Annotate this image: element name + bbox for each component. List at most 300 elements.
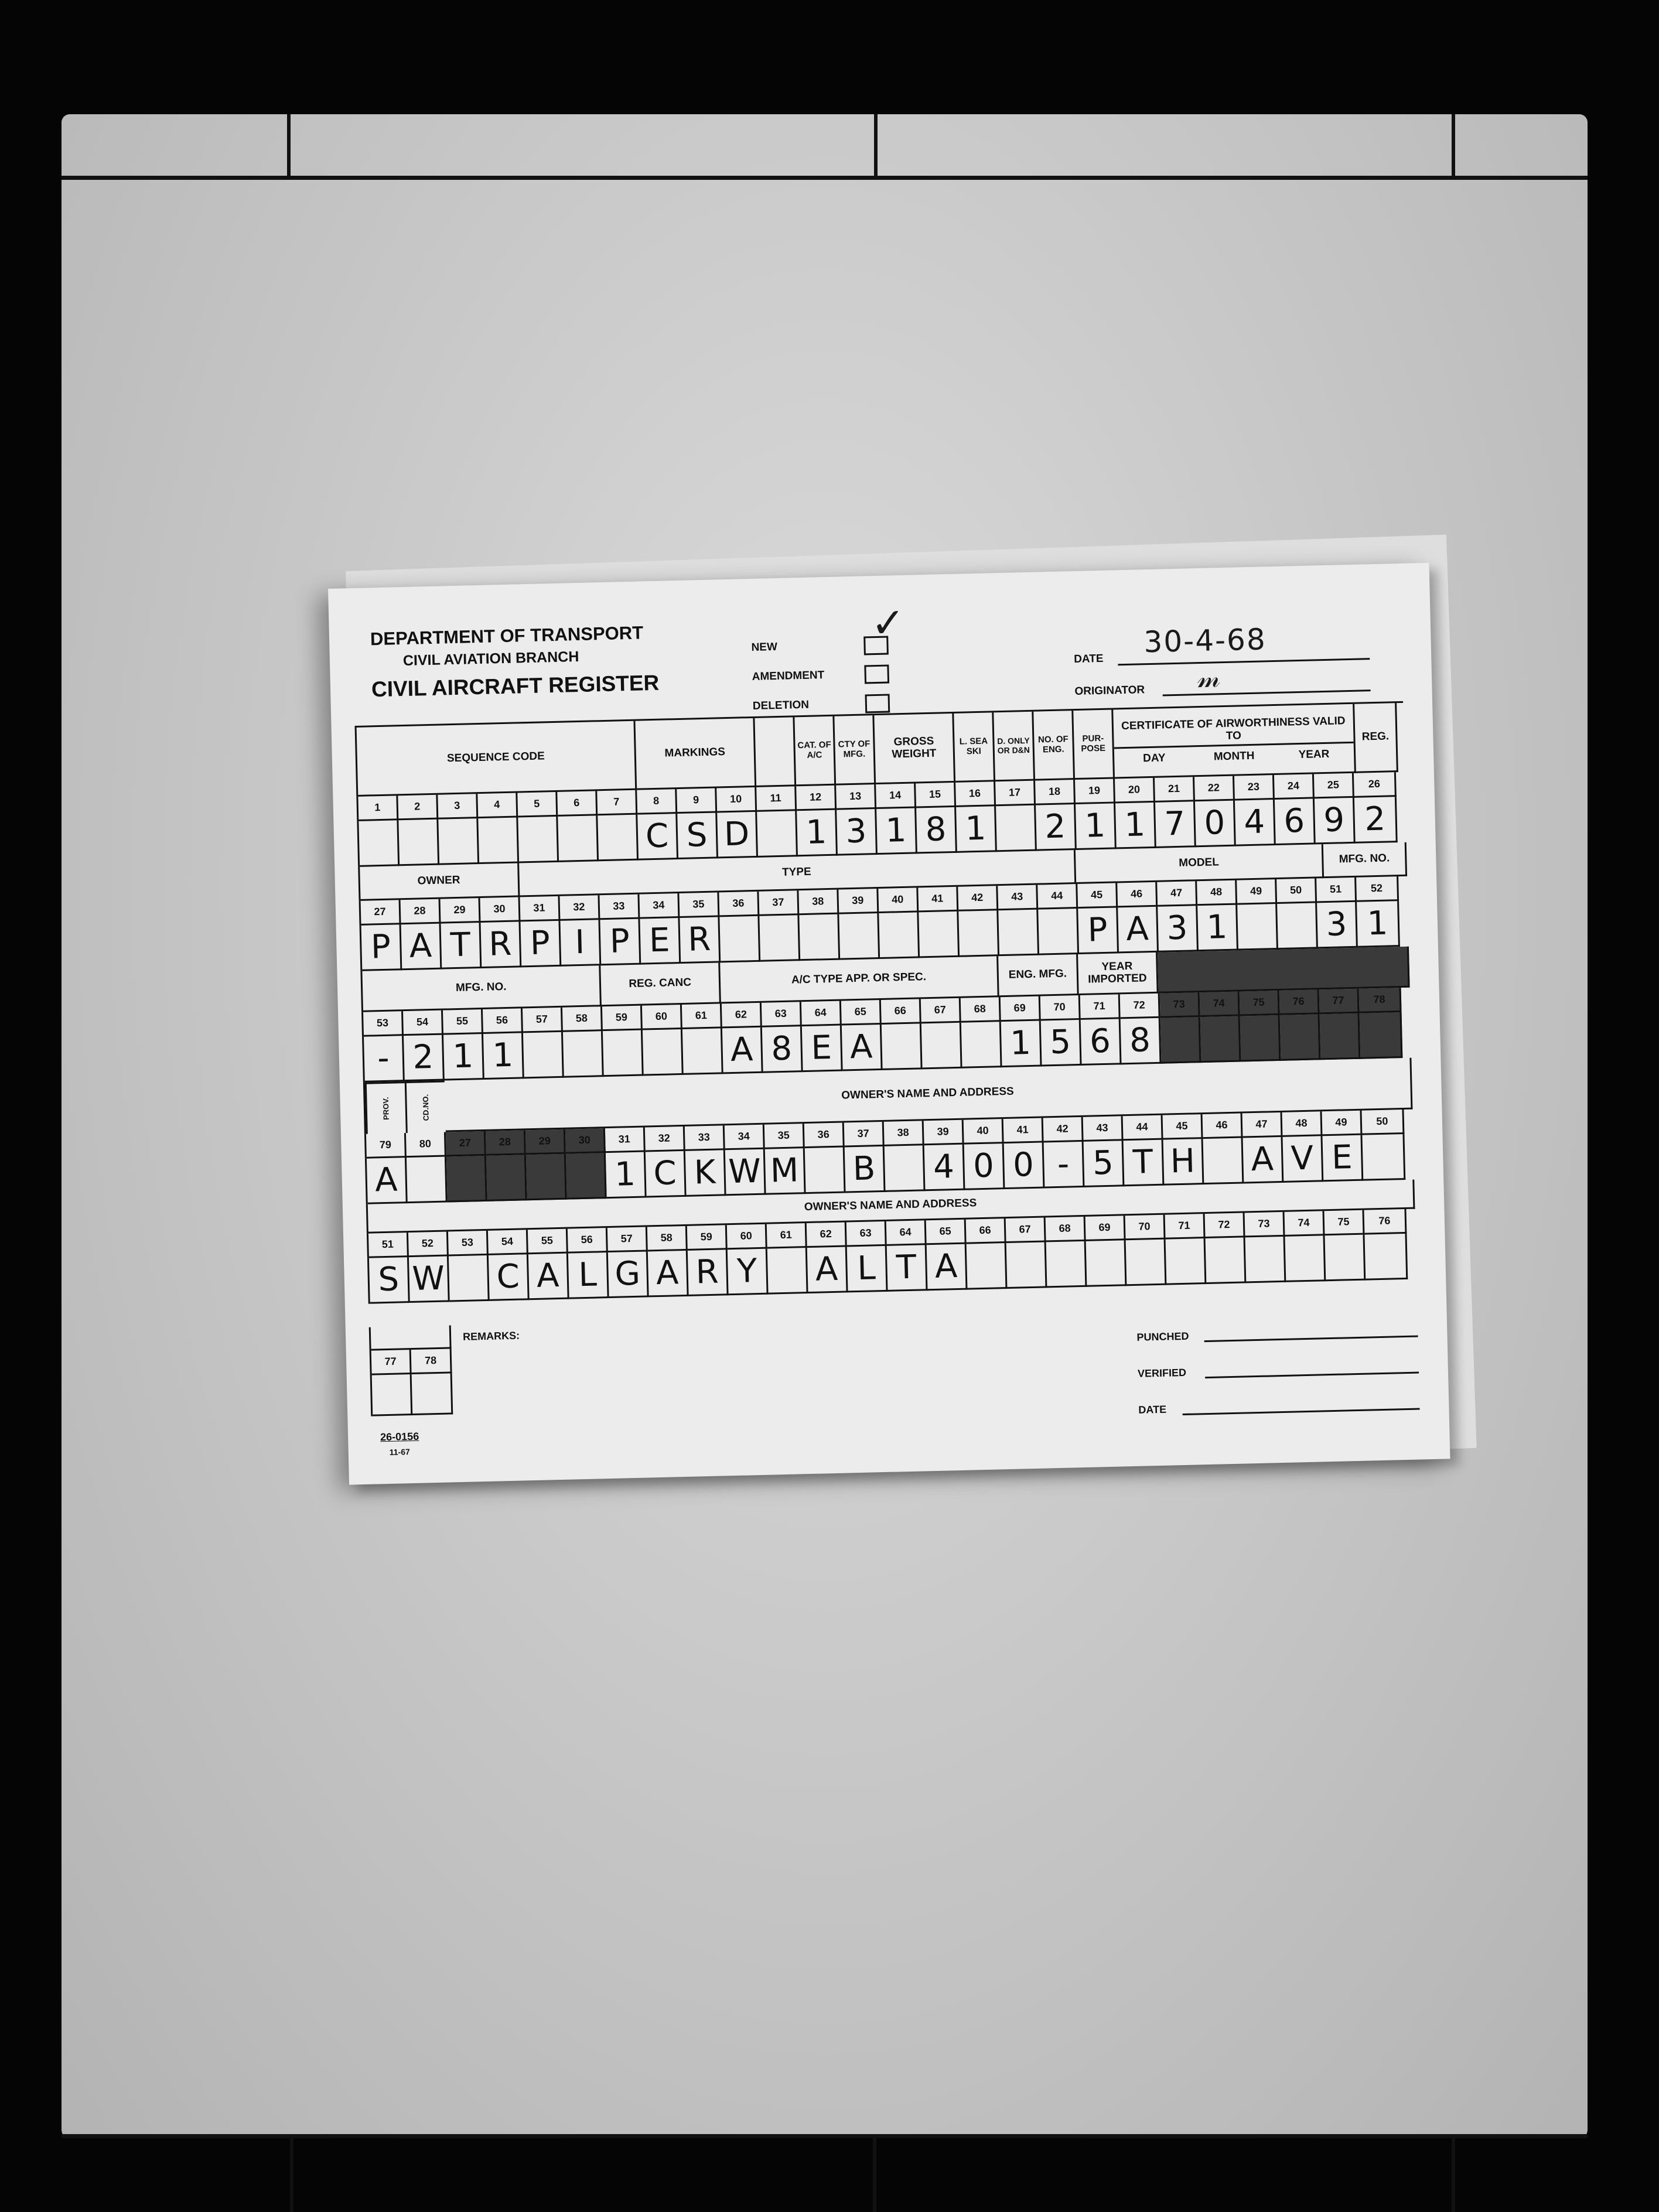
row3-input-cell[interactable] [1160,1017,1201,1064]
row1-input-cell[interactable] [598,815,639,862]
row4-col-number: 37 [844,1122,885,1148]
row1-col-number: 6 [557,791,598,817]
airworthiness-header [1113,704,1356,779]
row2-input-cell[interactable] [919,912,960,958]
row2-col-number: 52 [1356,876,1399,902]
deletion-label: DELETION [752,698,810,712]
eng-mfg-header: ENG. MFG. [998,954,1078,997]
row5-col-number: 73 [1245,1212,1285,1238]
row5-col-number: 58 [647,1226,688,1252]
row1-input-cell[interactable] [478,817,519,864]
row5-input-cell[interactable]: A [648,1251,689,1298]
row4-input-cell[interactable]: 0 [964,1143,1005,1190]
row1-input-cell[interactable] [438,818,479,865]
row3-col-number: 54 [403,1011,443,1036]
row3-input-cell[interactable]: 1 [1001,1021,1042,1068]
row2-input-cell[interactable]: 1 [1197,905,1238,952]
row6-inputs [372,1373,455,1416]
frame-divider-4 [290,2138,293,2212]
row1-col-number: 17 [995,781,1036,807]
row4-input-cell[interactable] [526,1154,567,1201]
markings-header: MARKINGS [635,718,756,790]
row5-col-number: 72 [1205,1213,1245,1238]
row2-input-cell[interactable]: 3 [1158,906,1199,953]
row4-input-cell[interactable]: 0 [1004,1142,1045,1189]
row3-input-cell[interactable]: A [722,1028,763,1074]
row4-col-number: 36 [804,1123,845,1149]
deletion-checkbox[interactable] [865,694,890,713]
row1-col-number: 3 [438,794,478,820]
row5-input-cell[interactable]: S [369,1257,410,1304]
row2-col-number: 32 [559,895,600,921]
row1-col-number: 20 [1115,778,1155,804]
row1-input-cell[interactable]: 9 [1315,798,1356,845]
row4-input-cell[interactable]: M [765,1148,806,1195]
row5-col-number: 75 [1324,1210,1364,1236]
row4-col-number: 47 [1242,1112,1283,1138]
row1-col-number: 25 [1314,773,1354,799]
row4-input-cell[interactable]: W [725,1149,766,1196]
frame-divider-5 [873,2138,876,2212]
row4-col-number: 48 [1282,1111,1323,1137]
row2-input-cell[interactable] [1277,903,1318,950]
row3-col-number: 78 [1359,988,1402,1013]
row2-col-number: 48 [1197,880,1237,906]
row5-input-cell[interactable] [1285,1235,1326,1282]
row5-input-cell[interactable] [1006,1242,1047,1289]
row4-col-number: 40 [964,1119,1004,1145]
gross-weight-header: GROSS WEIGHT [874,714,955,784]
new-checkmark-icon: ✓ [870,598,907,648]
row2-input-cell[interactable]: P [600,919,641,966]
mfg-no-header: MFG. NO. [1323,842,1407,878]
row2-input-cell[interactable] [839,913,880,960]
amendment-label: AMENDMENT [752,669,825,683]
row1-col-number: 5 [517,792,558,818]
row3-col-number: 68 [961,997,1001,1023]
frame-divider-2 [874,114,878,179]
row3-input-cell[interactable] [563,1031,604,1078]
row5-col-number: 52 [408,1231,449,1257]
row5-input-cell[interactable]: R [688,1250,729,1296]
row5-col-number: 61 [767,1223,807,1249]
form-edition: 11-67 [389,1447,410,1457]
airworthiness-title: CERTIFICATE OF AIRWORTHINESS VALID TO [1114,715,1354,749]
row2-input-cell[interactable]: 3 [1317,902,1358,949]
row5-col-number: 71 [1165,1214,1206,1240]
row2-input-cell[interactable] [1038,909,1079,955]
row1-input-cell[interactable] [757,811,798,858]
row3-col-number: 77 [1319,989,1360,1015]
row4-input-cell[interactable] [446,1156,487,1203]
row4-input-cell[interactable] [885,1145,926,1192]
row3-input-cell[interactable] [961,1022,1002,1069]
row5-col-number: 56 [568,1228,608,1254]
row1-col-number: 13 [836,784,876,810]
verified-line [1205,1372,1419,1379]
originator-label: ORIGINATOR [1074,684,1145,698]
frame-divider-6 [1452,2138,1455,2212]
row2-col-number: 47 [1157,881,1197,907]
row5-input-cell[interactable]: T [887,1245,928,1292]
row1-input-cell[interactable]: 1 [956,806,997,853]
bottom-frame-rule [62,2134,1588,2138]
date2-label: DATE [1138,1403,1167,1416]
row2-input-cell[interactable]: R [680,917,721,964]
reg-canc-header: REG. CANC [601,962,721,1006]
row1-input-cell[interactable]: C [637,814,678,861]
row4-input-cell[interactable]: V [1283,1136,1324,1183]
row4-col-number: 79 [366,1133,407,1159]
row3-input-cell[interactable]: E [802,1026,843,1073]
row1-input-cell[interactable]: 1 [876,808,917,855]
row3-col-number: 64 [801,1001,842,1027]
row1-input-cell[interactable]: 3 [837,809,878,856]
row5-input-cell[interactable]: G [608,1251,649,1298]
row5-col-number: 66 [966,1218,1006,1244]
date-label: DATE [1073,652,1104,666]
row2-input-cell[interactable]: I [560,920,601,967]
row3-input-cell[interactable]: 5 [1041,1020,1082,1067]
row4-input-cell[interactable]: - [1044,1142,1085,1189]
row5-input-cell[interactable] [1166,1238,1207,1285]
row1-input-cell[interactable]: 0 [1195,801,1236,848]
frame-divider-3 [1452,114,1455,179]
row5-input-cell[interactable] [1325,1235,1366,1282]
row1-col-number: 16 [955,781,996,807]
row3-col-number: 67 [921,998,961,1024]
row5-col-number: 59 [687,1225,728,1251]
row4-col-number: 27 [446,1131,486,1157]
year-imported-header: YEAR IMPORTED [1078,953,1158,995]
row4-col-number: 46 [1203,1113,1243,1139]
row1-col-number: 12 [796,786,837,811]
row5-col-number: 74 [1285,1211,1325,1237]
row1-col-number: 19 [1075,779,1115,804]
row5-col-number: 63 [846,1221,887,1247]
row3-col-number: 58 [562,1006,603,1032]
punched-label: PUNCHED [1136,1330,1189,1343]
row4-input-cell[interactable] [805,1147,846,1194]
row5-col-number: 54 [488,1230,528,1255]
row1-input-cell[interactable]: 1 [1076,803,1117,850]
row3-input-cell[interactable]: 1 [483,1033,524,1080]
branch-heading: CIVIL AVIATION BRANCH [402,648,579,670]
row2-input-cell[interactable]: P [1078,907,1119,954]
row3-input-cell[interactable] [882,1023,923,1070]
row1-col-number: 1 [358,796,398,821]
row1-col-number: 22 [1194,776,1235,802]
shaded-block [1158,947,1410,994]
new-label: NEW [751,640,778,654]
row2-input-cell[interactable] [759,915,800,962]
row2-input-cell[interactable]: T [441,923,482,970]
airworthiness-sub [1114,748,1354,766]
punched-line [1204,1336,1418,1343]
row3-input-cell[interactable] [603,1030,644,1077]
row4-input-cell[interactable] [1203,1138,1244,1184]
row1-input-cell[interactable] [558,815,599,862]
row3-col-number: 56 [483,1008,523,1034]
row1-col-number: 15 [916,783,956,808]
row3-col-number: 61 [682,1003,722,1029]
row2-col-number: 29 [441,898,481,924]
row1-input-cell[interactable] [518,817,559,863]
row2-col-number: 41 [918,887,958,913]
row5-input-cell[interactable]: L [847,1246,888,1293]
row5-input-cell[interactable]: Y [728,1249,769,1296]
row4-input-cell[interactable]: A [1243,1137,1284,1184]
dn-header: D. ONLY OR D&N [994,712,1035,782]
blank-header [755,717,796,787]
row3-input-cell[interactable]: - [364,1036,405,1083]
row4-input-cell[interactable]: C [646,1151,687,1198]
row4-col-number: 49 [1322,1111,1362,1136]
day-header: DAY [1142,752,1166,765]
row2-col-number: 46 [1117,882,1158,908]
row5-input-cell[interactable] [1126,1240,1167,1286]
row4-col-number: 35 [764,1124,805,1149]
row5-input-cell[interactable] [449,1255,490,1302]
row2-col-number: 50 [1276,878,1317,904]
row2-col-number: 38 [798,890,839,916]
row3-input-cell[interactable]: 6 [1081,1019,1122,1066]
row5-col-number: 53 [448,1231,489,1257]
row3-input-cell[interactable] [682,1028,723,1075]
row4-col-number: 31 [605,1128,646,1153]
row2-input-cell[interactable]: P [361,924,402,971]
row5-input-cell[interactable]: W [409,1256,450,1303]
row4-input-cell[interactable] [407,1157,448,1204]
year-header: YEAR [1298,748,1330,762]
row4-input-cell[interactable]: A [367,1158,408,1204]
row2-col-number: 36 [719,892,759,917]
row5-col-number: 57 [607,1227,648,1252]
owner-name-header-2: OWNER'S NAME AND ADDRESS [368,1180,1415,1234]
row2-col-number: 40 [878,887,919,913]
row2-col-number: 35 [679,892,719,918]
row1-col-number: 7 [597,790,637,816]
row3-col-number: 55 [443,1009,483,1035]
row2-col-number: 27 [361,900,401,926]
row6-col-number: 77 [371,1350,412,1375]
row5-input-cell[interactable] [1046,1241,1087,1288]
verified-label: VERIFIED [1137,1366,1187,1380]
row5-col-number: 55 [528,1229,568,1255]
row4-col-number: 32 [645,1127,685,1152]
department-heading: DEPARTMENT OF TRANSPORT [370,622,644,650]
remarks-block [369,1325,455,1416]
row5-input-cell[interactable]: C [489,1254,530,1301]
row6-numbers [371,1349,454,1375]
row3-input-cell[interactable]: 8 [1121,1018,1162,1065]
type-header: TYPE [519,850,1077,897]
row1-col-number: 4 [477,793,518,818]
row2-col-number: 30 [480,897,521,923]
row4-input-cell[interactable]: E [1322,1135,1363,1182]
row2-input-cell[interactable]: A [1118,907,1159,954]
row1-col-number: 23 [1234,775,1275,801]
row3-input-cell[interactable] [1280,1014,1321,1061]
row3-input-cell[interactable] [1320,1013,1361,1060]
row1-input-cell[interactable] [996,805,1037,852]
row2-input-cell[interactable]: R [481,921,522,968]
row5-col-number: 76 [1364,1209,1407,1235]
row5-col-number: 60 [727,1224,767,1250]
row3-input-cell[interactable]: 8 [762,1026,803,1073]
row4-input-cell[interactable]: T [1124,1140,1165,1187]
owner-header: OWNER [360,863,520,900]
row5-col-number: 62 [807,1222,847,1248]
row4-col-number: 80 [406,1132,446,1158]
row5-col-number: 67 [1006,1217,1046,1243]
mfg-no-header-2: MFG. NO. [362,965,602,1012]
row1-input-cell[interactable]: 6 [1275,798,1316,845]
row6-spacer [371,1325,453,1350]
row4-input-cell[interactable] [566,1153,607,1200]
row3-input-cell[interactable]: 2 [404,1035,445,1082]
row1-col-number: 11 [756,786,797,812]
row3-col-number: 76 [1279,989,1320,1015]
row2-input-cell[interactable] [799,914,840,961]
row2-input-cell[interactable]: P [520,921,561,968]
prov-header: PROV. [365,1081,406,1134]
row2-input-cell[interactable] [879,912,920,959]
row4-col-number: 38 [884,1121,924,1146]
row4-input-cell[interactable]: 4 [924,1145,965,1192]
row1-col-number: 24 [1274,774,1315,800]
row1-input-cell[interactable]: 1 [797,810,838,857]
row1-input-cell[interactable] [398,820,439,866]
cdno-header: CD.NO. [405,1081,446,1134]
date2-line [1183,1408,1420,1415]
row3-col-number: 72 [1120,994,1160,1019]
row4-col-number: 44 [1123,1115,1163,1141]
purpose-header: PUR-POSE [1073,709,1115,780]
originator-signature: 𝓂 [1197,661,1222,694]
row4-input-cell[interactable]: 1 [606,1152,647,1199]
row1-input-cell[interactable] [359,820,400,867]
row2-input-cell[interactable] [719,916,760,963]
row1-input-cell[interactable]: 4 [1235,800,1276,846]
amendment-checkbox[interactable] [864,664,889,684]
row3-input-cell[interactable] [1360,1012,1403,1059]
row2-col-number: 42 [958,886,998,912]
register-card [328,563,1450,1485]
row2-col-number: 51 [1316,878,1357,903]
row5-input-cell[interactable] [1086,1240,1127,1287]
row2-col-number: 31 [520,896,560,922]
row3-col-number: 66 [881,999,921,1025]
model-header: MODEL [1076,844,1325,884]
row2-input-cell[interactable]: E [640,918,681,965]
row5-input-cell[interactable] [767,1248,808,1295]
row3-input-cell[interactable] [523,1032,564,1079]
row4-input-cell[interactable] [1362,1134,1405,1181]
row5-input-cell[interactable] [1206,1237,1247,1284]
row5-col-number: 68 [1046,1217,1086,1242]
row1-input-cell[interactable]: 1 [1115,803,1156,849]
row1-col-number: 21 [1155,777,1195,803]
originator-line [1163,689,1371,696]
row4-input-cell[interactable]: K [685,1150,726,1197]
row1-col-number: 18 [1035,780,1076,805]
row1-col-number: 8 [637,789,677,815]
owner-name-header: OWNER'S NAME AND ADDRESS [445,1058,1413,1132]
row5-input-cell[interactable] [1245,1237,1286,1283]
row1-input-cell[interactable]: D [717,812,758,859]
row4-col-number: 30 [565,1128,606,1154]
row2-col-number: 34 [639,893,680,919]
row2-input-cell[interactable] [958,910,999,957]
row3-col-number: 73 [1160,992,1200,1018]
row1-col-number: 2 [398,795,438,821]
row5-input-cell[interactable] [1364,1234,1408,1281]
row5-input-cell[interactable] [967,1243,1008,1290]
row3-col-number: 53 [363,1011,404,1037]
row3-col-number: 62 [722,1003,762,1029]
row2-col-number: 37 [759,890,799,916]
date-line [1118,658,1370,665]
row1-col-number: 14 [876,783,916,809]
row5-input-cell[interactable]: A [927,1244,968,1291]
row4-col-number: 45 [1163,1114,1203,1140]
row1-input-cell[interactable]: 7 [1155,801,1196,848]
row3-col-number: 71 [1080,994,1121,1020]
ac-type-header: A/C TYPE APP. OR SPEC. [720,956,999,1003]
remarks-label: REMARKS: [462,1329,520,1343]
row3-input-cell[interactable] [1200,1016,1241,1063]
row4-input-cell[interactable]: H [1163,1139,1204,1186]
row4-input-cell[interactable]: 5 [1084,1141,1125,1187]
row1-col-number: 10 [716,787,757,813]
row1-input-cell[interactable]: S [677,813,718,859]
row4-col-number: 43 [1083,1116,1124,1142]
row3-col-number: 69 [1001,996,1041,1022]
row5-col-number: 69 [1085,1216,1126,1241]
row3-input-cell[interactable]: A [842,1025,883,1071]
row3-input-cell[interactable] [1240,1015,1281,1062]
row5-input-cell[interactable]: A [528,1254,569,1300]
row1-input-cell[interactable]: 8 [916,807,957,854]
row2-input-cell[interactable]: 1 [1357,901,1400,948]
row5-col-number: 51 [368,1233,409,1258]
row1-input-cell[interactable]: 2 [1036,804,1077,851]
row2-col-number: 39 [838,889,879,914]
row3-input-cell[interactable] [921,1023,962,1070]
row3-col-number: 63 [762,1002,802,1028]
row1-input-cell[interactable]: 2 [1354,797,1398,844]
row2-col-number: 44 [1037,884,1078,910]
row3-col-number: 70 [1040,995,1081,1021]
row5-col-number: 65 [926,1220,967,1245]
row4-col-number: 50 [1361,1110,1404,1135]
row4-input-cell[interactable] [486,1155,527,1201]
row4-input-cell[interactable]: B [845,1146,886,1193]
row5-input-cell[interactable]: A [807,1247,848,1293]
row3-input-cell[interactable]: 1 [443,1034,484,1081]
row5-input-cell[interactable]: L [568,1252,609,1299]
row2-input-cell[interactable] [998,910,1039,957]
sequence-code-header: SEQUENCE CODE [357,721,637,797]
row4-col-number: 28 [486,1130,526,1156]
row3-input-cell[interactable] [643,1029,684,1076]
row2-input-cell[interactable] [1237,904,1278,951]
row1-col-number: 9 [677,788,717,814]
date-value: 30-4-68 [1143,622,1267,660]
row2-input-cell[interactable]: A [401,924,442,971]
row5-col-number: 70 [1125,1215,1166,1241]
